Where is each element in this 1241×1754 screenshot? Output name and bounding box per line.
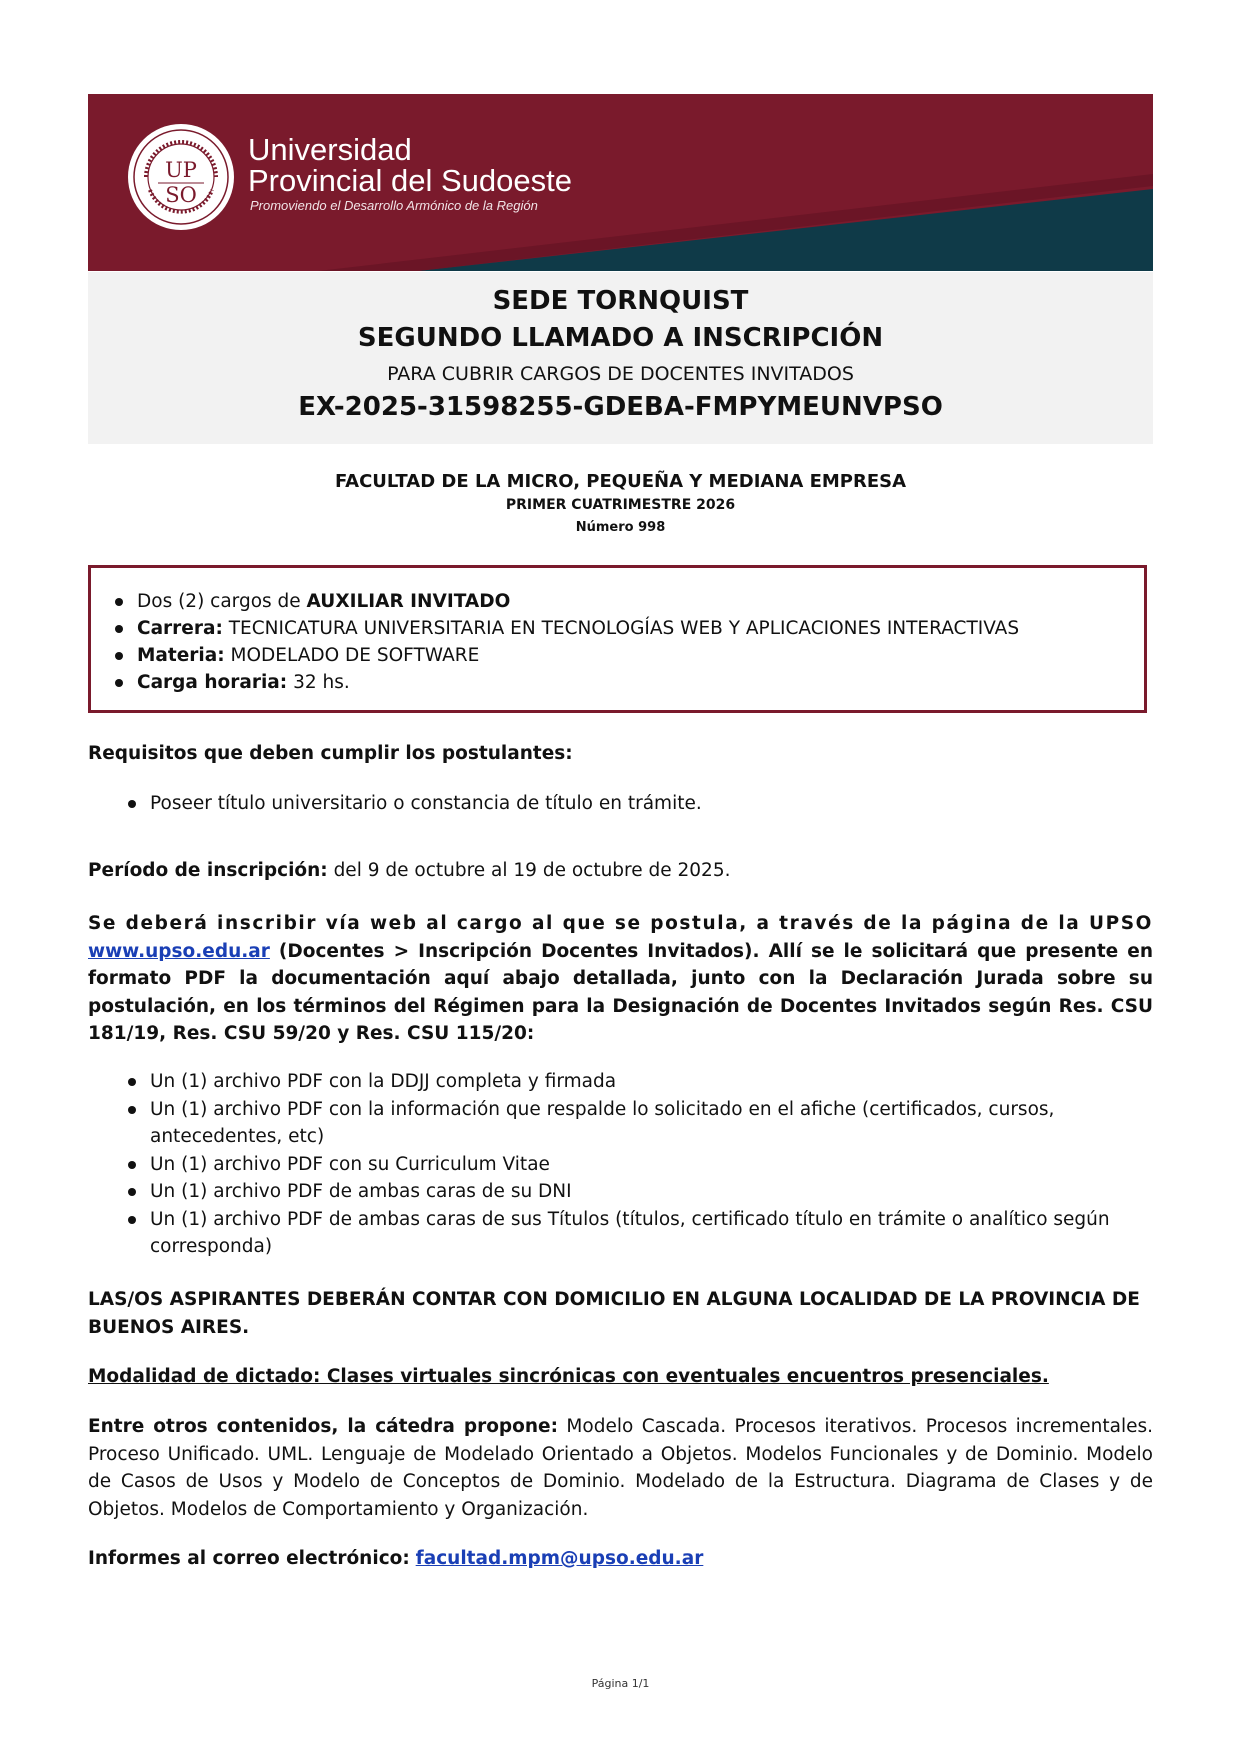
- registration-period: Período de inscripción: del 9 de octubre al 19 de octubre de 2025.: [88, 860, 731, 881]
- upso-website-link[interactable]: www.upso.edu.ar: [88, 940, 270, 962]
- documents-list: [150, 1068, 1130, 1261]
- university-name-line2: Provincial del Sudoeste: [248, 163, 572, 198]
- contact-email-link[interactable]: facultad.mpm@upso.edu.ar: [415, 1548, 704, 1569]
- registration-instructions: Se deberá inscribir vía web al cargo al que se postula, a través de la página de la UPSO www.upso.edu.ar (Docentes > Inscripción Docentes Invitados). Allí se le solicitará que presente en formato PDF la documentación aquí abajo detallada, junto con la Declaración Jurada sobre su postulación, en los términos del Régimen para la Designación de Docentes Invitados según Res. CSU 181/19, Res. CSU 59/20 y Res. CSU 115/20:: [88, 913, 1153, 1044]
- expediente-number: EX-2025-31598255-GDEBA-FMPYMEUNVPSO: [298, 392, 943, 422]
- list-item: Carga horaria: 32 hs.: [137, 669, 1019, 696]
- list-item: Un (1) archivo PDF de ambas caras de sus Títulos (títulos, certificado título en trámite o analítico según corresponda): [150, 1206, 1130, 1261]
- university-name: [248, 134, 572, 196]
- position-details-list: [137, 588, 1019, 696]
- contact-info: Informes al correo electrónico: facultad.mpm@upso.edu.ar: [88, 1548, 704, 1569]
- residence-requirement: LAS/OS ASPIRANTES DEBERÁN CONTAR CON DOMICILIO EN ALGUNA LOCALIDAD DE LA PROVINCIA DE BUENOS AIRES.: [88, 1289, 1140, 1338]
- course-contents: Entre otros contenidos, la cátedra propone: Modelo Cascada. Procesos iterativos. Procesos incrementales. Proceso Unificado. UML. Lenguaje de Modelado Orientado a Objetos. Modelos Funcionales y de Dominio. Modelo de Casos de Usos y Modelo de Conceptos de Dominio. Modelado de la Estructura. Diagrama de Clases y de Objetos. Modelos de Comportamiento y Organización.: [88, 1416, 1154, 1520]
- list-item: Un (1) archivo PDF con su Curriculum Vitae: [150, 1151, 1130, 1179]
- list-item: Un (1) archivo PDF de ambas caras de su DNI: [150, 1178, 1130, 1206]
- page-number: Página 1/1: [591, 1677, 650, 1690]
- list-item: Un (1) archivo PDF con la DDJJ completa y firmada: [150, 1068, 1130, 1096]
- title-band: [88, 272, 1153, 444]
- requirements-list: [150, 790, 1130, 818]
- requirements-heading: Requisitos que deben cumplir los postulantes:: [88, 743, 573, 764]
- university-seal-logo: [126, 122, 236, 232]
- llamado-title: SEGUNDO LLAMADO A INSCRIPCIÓN: [357, 323, 884, 353]
- position-details-box: [88, 565, 1147, 713]
- university-name-line1: Universidad: [248, 132, 412, 167]
- list-item: Poseer título universitario o constancia de título en trámite.: [150, 790, 1130, 818]
- list-item: Carrera: TECNICATURA UNIVERSITARIA EN TECNOLOGÍAS WEB Y APLICACIONES INTERACTIVAS: [137, 615, 1019, 642]
- term-label: PRIMER CUATRIMESTRE 2026: [505, 497, 736, 513]
- faculty-name: FACULTAD DE LA MICRO, PEQUEÑA Y MEDIANA EMPRESA: [334, 471, 907, 492]
- university-banner: [88, 94, 1153, 271]
- list-item: Materia: MODELADO DE SOFTWARE: [137, 642, 1019, 669]
- sede-title: SEDE TORNQUIST: [492, 286, 749, 316]
- svg-text:UP: UP: [165, 158, 197, 182]
- subtitle: PARA CUBRIR CARGOS DE DOCENTES INVITADOS: [387, 363, 854, 385]
- call-number: Número 998: [575, 520, 666, 535]
- svg-text:SO: SO: [165, 183, 197, 207]
- list-item: Dos (2) cargos de AUXILIAR INVITADO: [137, 588, 1019, 615]
- list-item: Un (1) archivo PDF con la información que respalde lo solicitado en el afiche (certificados, cursos, antecedentes, etc): [150, 1096, 1130, 1151]
- teaching-modality: Modalidad de dictado: Clases virtuales sincrónicas con eventuales encuentros presenciales.: [88, 1366, 1049, 1387]
- university-tagline: Promoviendo el Desarrollo Armónico de la Región: [250, 198, 538, 213]
